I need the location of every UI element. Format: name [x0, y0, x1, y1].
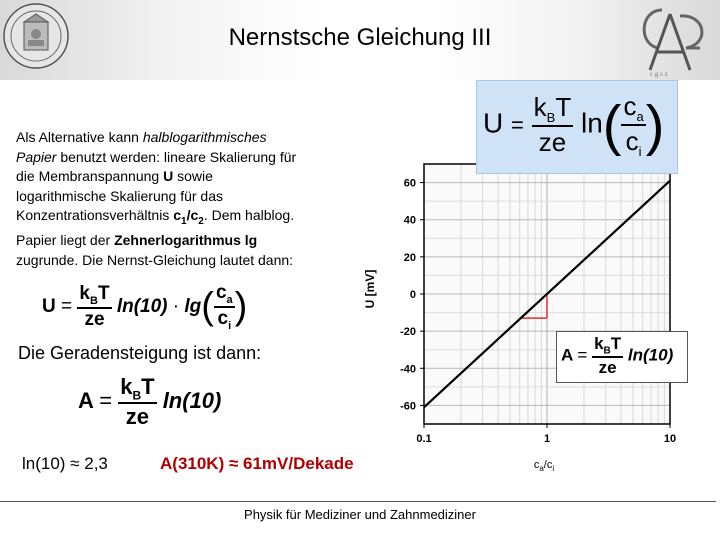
y-tick-label: 60 — [403, 177, 416, 190]
x-axis-label-part: c — [533, 459, 540, 471]
slope-heading: Die Geradensteigung ist dann: — [18, 343, 262, 363]
x-axis-label-part: /c — [543, 459, 553, 471]
slope-equation: A = $\frac{k_BT}{ze}$ ln(10) — [78, 374, 222, 430]
institute-logo — [620, 4, 714, 78]
y-tick-label: -40 — [400, 363, 416, 376]
y-tick-label: -20 — [400, 326, 416, 339]
x-axis-label — [534, 459, 555, 473]
y-tick-label: 20 — [403, 251, 416, 264]
x-axis-label-part: i — [552, 464, 555, 473]
y-tick-label: 40 — [403, 214, 416, 227]
y-axis-label: U [mV] — [363, 269, 377, 309]
slope-value: A(310K) ≈ 61mV/Dekade — [160, 454, 354, 473]
footer-text: Physik für Mediziner und Zahnmediziner — [244, 507, 476, 522]
x-axis-label-part: a — [539, 464, 544, 473]
nernst-lg-equation: U = $\frac{k_BT}{ze}$ ln(10) · lg( $\frac{c_a}{c_i}$ ) — [42, 282, 248, 332]
footer-divider — [0, 501, 716, 502]
intro-paragraph: Als Alternative kann halblogarithmisches Papier benutzt werden: lineare Skalierung für die Membranspannung U sowie logarithmische Skalierung für das Konzentrationsverhältnis $c_1/c_2$. Dem halblog. Papier liegt der Zehnerlogarithmus lg zugrunde. Die Nernst-Gleichung lautet dann: — [16, 129, 297, 268]
slope-equation-box: A = $\frac{k_BT}{ze}$ ln(10) — [556, 331, 688, 383]
page-title: Nernstsche Gleichung III — [228, 24, 492, 51]
ln10-approximation: ln(10) ≈ 2,3 — [22, 454, 108, 473]
svg-text:c g s z: c g s z — [650, 70, 668, 78]
x-tick-label: 1 — [543, 433, 551, 445]
x-tick-label: 0.1 — [416, 433, 432, 445]
y-tick-label: 0 — [409, 289, 416, 301]
nernst-semilog-chart — [360, 160, 690, 480]
nernst-equation-box: U = $\frac{k_BT}{ze}$ ln( $\frac{c_a}{c_i}$ ) — [476, 80, 678, 174]
y-tick-label: -60 — [400, 400, 416, 413]
x-tick-label: 10 — [663, 433, 677, 445]
